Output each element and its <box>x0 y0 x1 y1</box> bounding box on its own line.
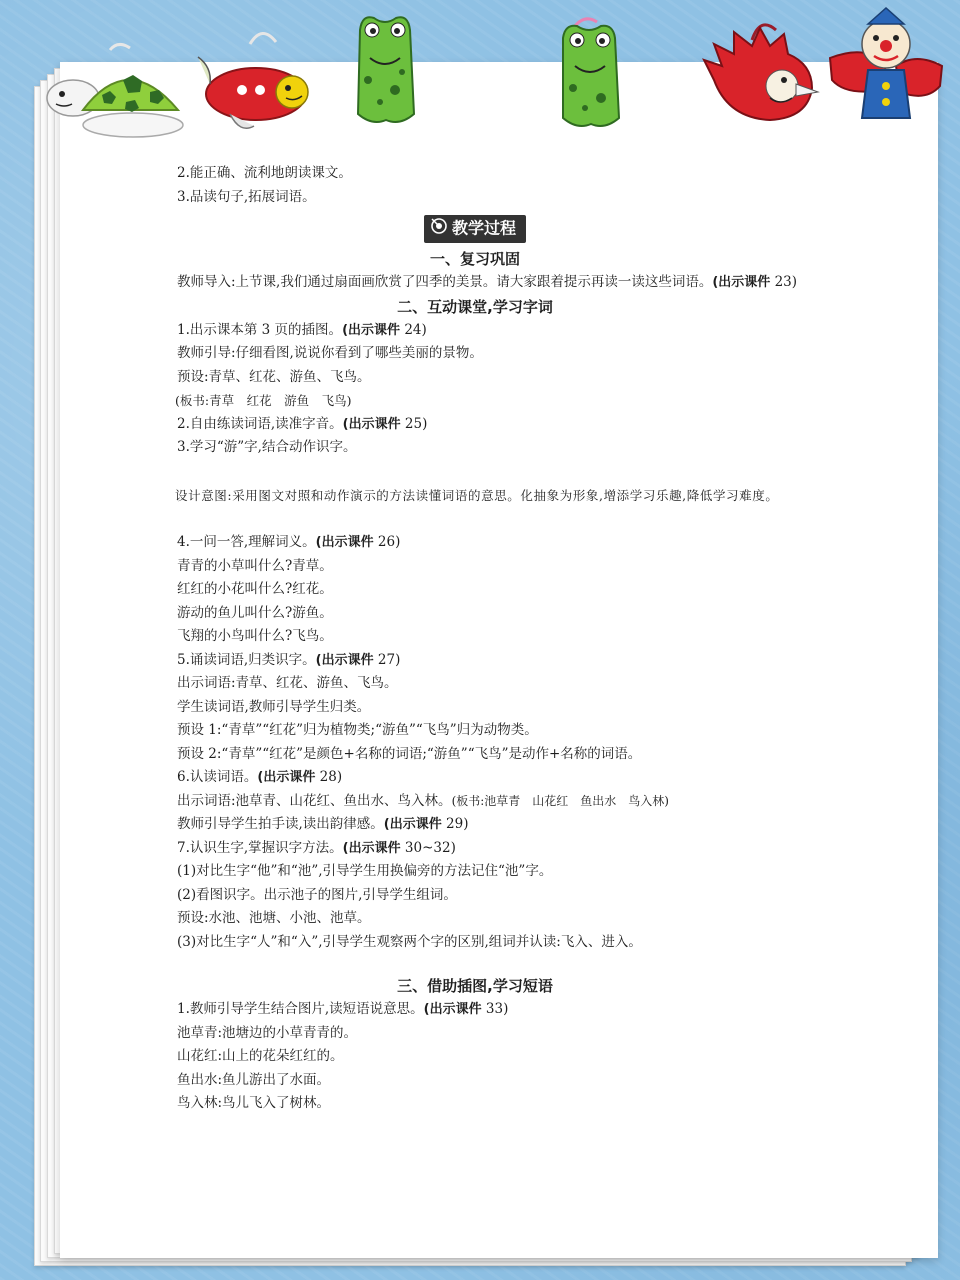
paragraph: 1.教师引导学生结合图片,读短语说意思。(出示课件 33) <box>177 1001 509 1017</box>
paragraph: 4.一问一答,理解词义。(出示课件 26) <box>177 534 401 550</box>
section-title: 二、互动课堂,学习字词 <box>397 297 553 316</box>
paragraph: (3)对比生字“人”和“入”,引导学生观察两个字的区别,组词并认读:飞入、进入。 <box>177 933 642 950</box>
spacer <box>150 954 800 974</box>
objective-line: 2.能正确、流利地朗读课文。 <box>177 165 352 181</box>
spacer <box>150 460 800 484</box>
target-icon <box>430 217 448 241</box>
paragraph: (板书:青草 红花 游鱼 飞鸟) <box>175 393 352 408</box>
paragraph: 青青的小草叫什么?青草。 <box>177 557 333 574</box>
design-intent-note: 设计意图:采用图文对照和动作演示的方法读懂词语的意思。化抽象为形象,增添学习乐趣,降低学习难度。 <box>175 487 779 503</box>
paragraph: 红红的小花叫什么?红花。 <box>177 581 333 597</box>
section-title: 三、借助插图,学习短语 <box>397 977 553 995</box>
paragraph: 教师引导:仔细看图,说说你看到了哪些美丽的景物。 <box>177 345 483 361</box>
paragraph: 教师引导学生拍手读,读出韵律感。(出示课件 29) <box>177 816 469 832</box>
paragraph: 学生读词语,教师引导学生归类。 <box>177 698 371 715</box>
paragraph: 预设 1:“青草”“红花”归为植物类;“游鱼”“飞鸟”归为动物类。 <box>177 722 538 738</box>
paragraph: 游动的鱼儿叫什么?游鱼。 <box>177 604 333 621</box>
banner-title: 教学过程 <box>451 218 516 238</box>
clown-airplane-clip-icon <box>826 6 946 130</box>
paragraph: 预设:青草、红花、游鱼、飞鸟。 <box>177 368 371 385</box>
paragraph: 出示词语:青草、红花、游鱼、飞鸟。 <box>177 675 398 691</box>
paragraph: (2)看图识字。出示池子的图片,引导学生组词。 <box>177 886 457 903</box>
paragraph: 池草青:池塘边的小草青青的。 <box>177 1024 358 1041</box>
paragraph: 山花红:山上的花朵红红的。 <box>177 1048 344 1064</box>
section-title: 一、复习巩固 <box>429 250 520 268</box>
paragraph: 飞翔的小鸟叫什么?飞鸟。 <box>177 628 333 644</box>
paragraph: 鱼出水:鱼儿游出了水面。 <box>177 1071 331 1088</box>
paragraph: 6.认读词语。(出示课件 28) <box>177 769 343 785</box>
paragraph: 教师导入:上节课,我们通过扇面画欣赏了四季的美景。请大家跟着提示再读一读这些词语。(出示课件 23) <box>177 274 798 290</box>
section-banner <box>424 215 526 243</box>
document-content <box>150 100 800 1116</box>
paragraph: 鸟入林:鸟儿飞入了树林。 <box>177 1095 331 1111</box>
paragraph: 2.自由练读词语,读准字音。(出示课件 25) <box>177 415 428 432</box>
section-banner-wrap <box>150 215 800 243</box>
paragraph: 3.学习“游”字,结合动作识字。 <box>177 439 357 455</box>
paragraph: 预设:水池、池塘、小池、池草。 <box>177 910 371 926</box>
paragraph: 出示词语:池草青、山花红、鱼出水、鸟入林。(板书:池草青 山花红 鱼出水 鸟入林) <box>177 792 669 809</box>
paragraph: 5.诵读词语,归类识字。(出示课件 27) <box>177 651 401 668</box>
paragraph: (1)对比生字“他”和“池”,引导学生用换偏旁的方法记住“池”字。 <box>177 863 553 879</box>
spacer <box>150 507 800 531</box>
paragraph: 预设 2:“青草”“红花”是颜色+名称的词语;“游鱼”“飞鸟”是动作+名称的词语。 <box>177 745 642 762</box>
objective-line: 3.品读句子,拓展词语。 <box>177 188 316 205</box>
paragraph: 7.认识生字,掌握识字方法。(出示课件 30~32) <box>177 839 456 856</box>
paragraph: 1.出示课本第 3 页的插图。(出示课件 24) <box>177 321 427 338</box>
